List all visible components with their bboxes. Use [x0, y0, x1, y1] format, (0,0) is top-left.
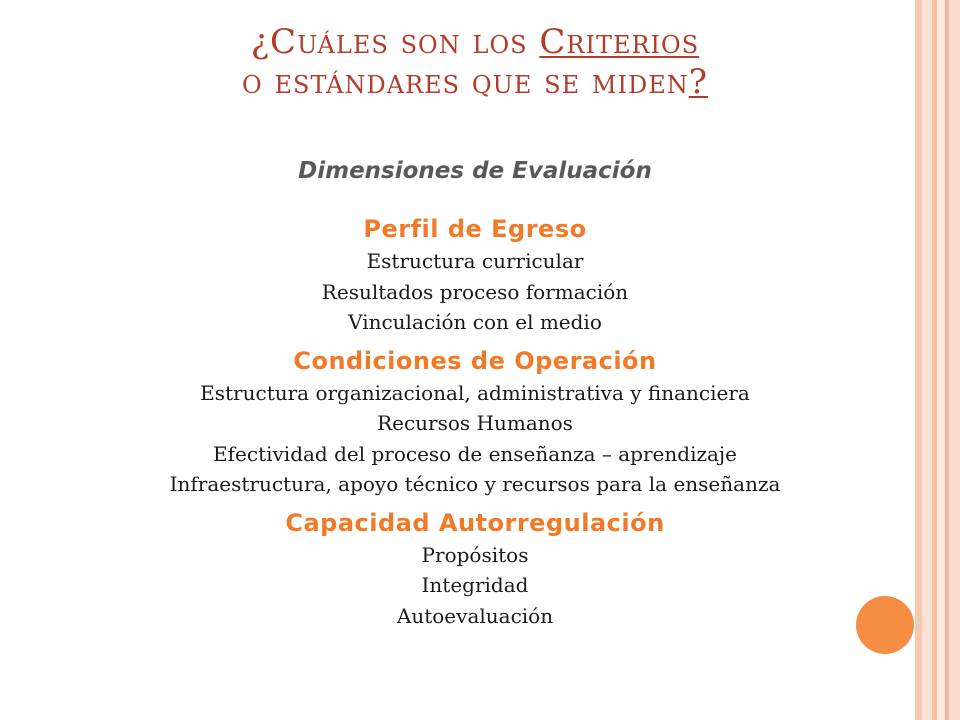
- title-emphasis: Criterios: [539, 22, 700, 62]
- dimensions-list: [40, 212, 910, 637]
- list-item: Integridad: [421, 573, 529, 597]
- list-item: Efectividad del proceso de enseñanza – aprendizaje: [213, 441, 737, 466]
- list-item: Vinculación con el medio: [348, 310, 602, 334]
- decorative-stripe: [937, 0, 945, 720]
- list-item: Estructura organizacional, administrativa y financiera: [200, 380, 750, 405]
- title-line2-text: o estándares que se miden: [242, 62, 689, 102]
- slide-title-line1: [40, 22, 910, 62]
- list-item: Autoevaluación: [396, 603, 554, 628]
- list-item: Resultados proceso formación: [321, 279, 629, 304]
- list-item: Infraestructura, apoyo técnico y recursos para la enseñanza: [169, 472, 781, 496]
- section-perfil-egreso: [40, 212, 910, 338]
- list-item: Recursos Humanos: [377, 411, 573, 435]
- list-item: Propósitos: [421, 542, 529, 567]
- decorative-stripe: [949, 0, 960, 720]
- slide-subtitle: Dimensiones de Evaluación: [298, 158, 652, 184]
- list-item: Estructura curricular: [366, 249, 584, 273]
- section-condiciones-operacion: [40, 344, 910, 500]
- section-capacidad-autorregulacion: [40, 506, 910, 632]
- section-heading: Perfil de Egreso: [363, 215, 587, 243]
- decorative-stripe: [915, 0, 922, 720]
- title-question-mark: ?: [688, 62, 708, 102]
- slide-title-line2: [40, 62, 910, 102]
- section-heading: Capacidad Autorregulación: [285, 508, 665, 537]
- title-prefix: ¿Cuáles son los: [250, 22, 540, 62]
- decorative-stripe: [922, 0, 932, 720]
- section-heading: Condiciones de Operación: [293, 346, 657, 375]
